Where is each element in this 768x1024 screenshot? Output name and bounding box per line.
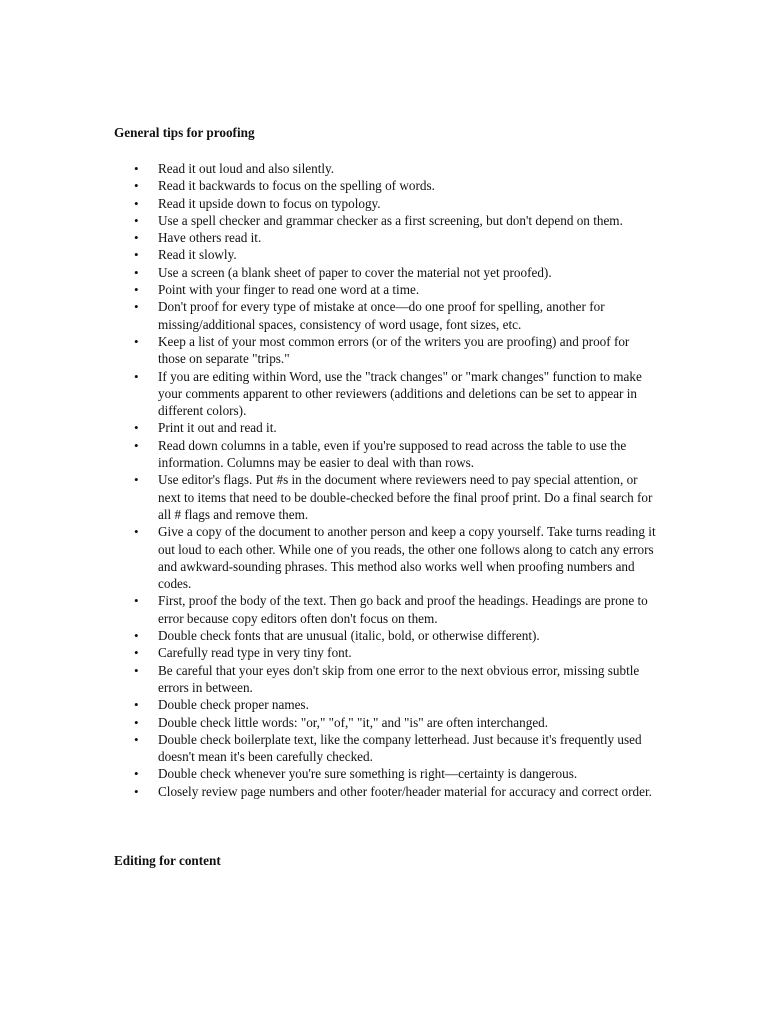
bullet-icon: • [134, 333, 139, 349]
list-item [0, 212, 658, 229]
list-item-text: Double check little words: "or," "of," "it," and "is" are often interchanged. [158, 714, 549, 730]
list-item [0, 523, 658, 592]
list-item-text: Double check whenever you're sure something is right—certainty is dangerous. [158, 766, 578, 782]
list-item [0, 333, 658, 368]
tips-list [0, 160, 768, 800]
bullet-icon: • [134, 299, 139, 315]
list-item [0, 592, 658, 627]
section-heading-general-tips: General tips for proofing [114, 125, 255, 140]
list-item [0, 160, 658, 177]
list-item-text: Read it slowly. [158, 247, 237, 263]
bullet-icon: • [134, 368, 139, 384]
list-item [0, 246, 658, 263]
bullet-icon: • [134, 212, 139, 228]
list-item-text: Keep a list of your most common errors (or of the writers you are proofing) and proof for those on separate "trips." [158, 333, 630, 367]
list-item-text: Double check fonts that are unusual (italic, bold, or otherwise different). [158, 628, 540, 644]
list-item [0, 662, 658, 697]
list-item-text: Read it out loud and also silently. [158, 161, 335, 176]
list-item [0, 437, 658, 472]
bullet-icon: • [134, 662, 139, 678]
list-item [0, 195, 658, 212]
bullet-icon: • [134, 731, 139, 747]
list-item [0, 419, 658, 436]
list-item [0, 783, 658, 800]
list-item-text: Use a screen (a blank sheet of paper to cover the material not yet proofed). [158, 264, 552, 280]
list-item-text: Be careful that your eyes don't skip from one error to the next obvious error, missing subtle errors in between. [158, 662, 640, 695]
list-item [0, 298, 658, 333]
list-item [0, 177, 658, 194]
list-item-text: Print it out and read it. [158, 420, 277, 436]
bullet-icon: • [134, 524, 139, 540]
bullet-icon: • [134, 783, 139, 799]
bullet-icon: • [134, 161, 139, 176]
list-item-text: Have others read it. [158, 230, 262, 246]
list-item [0, 644, 658, 661]
bullet-icon: • [134, 472, 139, 488]
list-item [0, 368, 658, 420]
bullet-icon: • [134, 645, 139, 661]
list-item [0, 229, 658, 246]
bullet-icon: • [134, 697, 139, 713]
list-item-text: Use editor's flags. Put #s in the document where reviewers need to pay special attention, or next to items that need to be double-checked before the final proof print. Do a final search for all # flags and remove them. [158, 472, 653, 522]
list-item-text: Point with your finger to read one word at a time. [158, 282, 420, 298]
bullet-icon: • [134, 628, 139, 644]
list-item-text: Don't proof for every type of mistake at once—do one proof for spelling, another for missing/additional spaces, consistency of word usage, font sizes, etc. [158, 299, 605, 332]
bullet-icon: • [134, 264, 139, 280]
bullet-icon: • [134, 247, 139, 263]
list-item [0, 627, 658, 644]
bullet-icon: • [134, 420, 139, 436]
list-item-text: Carefully read type in very tiny font. [158, 645, 352, 661]
bullet-icon: • [134, 714, 139, 730]
list-item [0, 281, 658, 298]
list-item [0, 714, 658, 731]
list-item-text: Read down columns in a table, even if you're supposed to read across the table to use the information. Columns may be easier to deal with than rows. [158, 437, 627, 471]
bullet-icon: • [134, 282, 139, 298]
list-item-text: Double check boilerplate text, like the company letterhead. Just because it's frequently used doesn't mean it's been carefully checked. [158, 731, 642, 765]
bullet-icon: • [134, 593, 139, 609]
list-item-text: If you are editing within Word, use the "track changes" or "mark changes" function to make your comments apparent to other reviewers (additions and deletions can be set to appear in different colors). [158, 368, 642, 419]
list-item-text: Double check proper names. [158, 697, 309, 713]
bullet-icon: • [134, 437, 139, 453]
list-item-text: First, proof the body of the text. Then go back and proof the headings. Headings are prone to error because copy editors often don't focus on them. [158, 593, 648, 626]
bullet-icon: • [134, 195, 139, 211]
list-item-text: Give a copy of the document to another person and keep a copy yourself. Take turns reading it out loud to each other. While one of you reads, the other one follows along to catch any errors and awkward-sounding phrases. This method also works well when proofing numbers and codes. [158, 524, 656, 592]
list-item-text: Use a spell checker and grammar checker as a first screening, but don't depend on them. [158, 212, 623, 228]
list-item [0, 765, 658, 782]
list-item [0, 731, 658, 766]
list-item [0, 471, 658, 523]
section-heading-editing-for-content: Editing for content [114, 853, 221, 868]
bullet-icon: • [134, 230, 139, 246]
bullet-icon: • [134, 178, 139, 194]
list-item-text: Read it upside down to focus on typology. [158, 195, 381, 211]
list-item [0, 696, 658, 713]
bullet-icon: • [134, 766, 139, 782]
list-item [0, 264, 658, 281]
list-item-text: Closely review page numbers and other footer/header material for accuracy and correct order. [158, 783, 652, 799]
list-item-text: Read it backwards to focus on the spelling of words. [158, 178, 435, 194]
